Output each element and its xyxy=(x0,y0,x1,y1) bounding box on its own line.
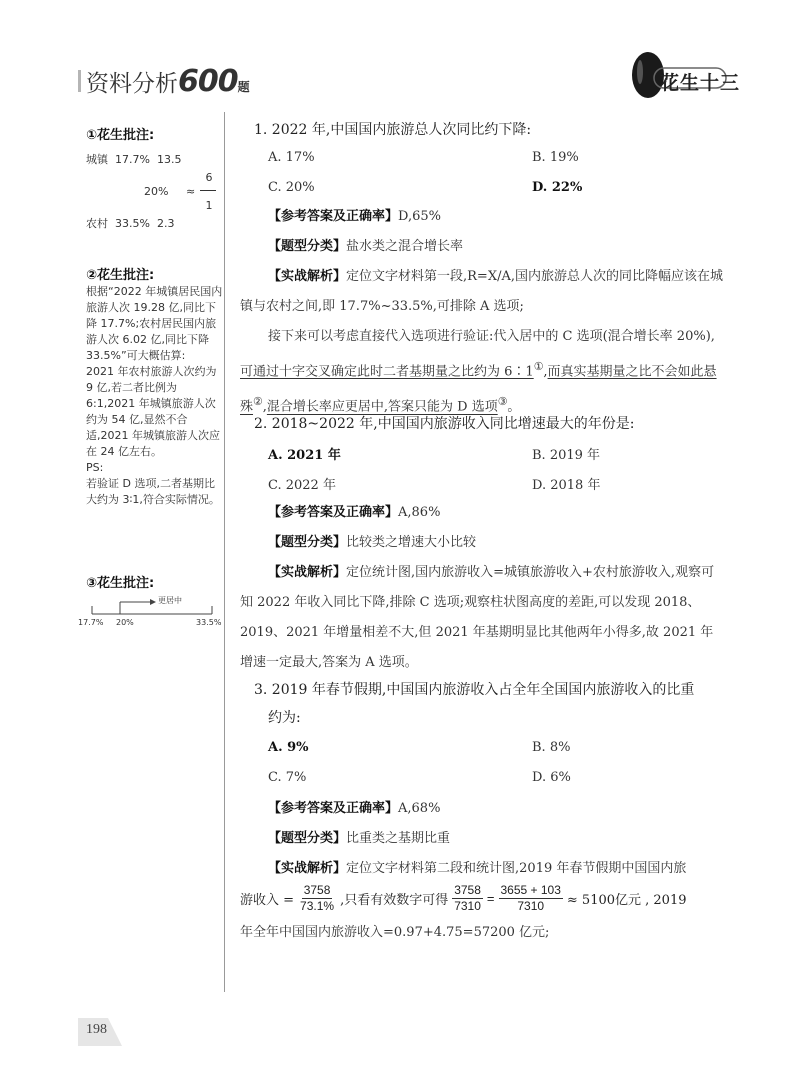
q3-option-d: D. 6% xyxy=(532,770,571,785)
q3-type: 【题型分类】比重类之基期比重 xyxy=(268,831,451,846)
q1-option-a: A. 17% xyxy=(268,150,315,165)
q2-type: 【题型分类】比较类之增速大小比较 xyxy=(268,535,477,550)
note3-tick-low: 17.7% xyxy=(78,618,104,627)
q3-option-b: B. 8% xyxy=(532,740,571,755)
fraction-1: $\frac{3758}{73.1\%}$ xyxy=(300,882,335,913)
q1-option-c: C. 20% xyxy=(268,180,315,195)
q2-option-c: C. 2022 年 xyxy=(268,478,336,493)
q1-option-b: B. 19% xyxy=(532,150,579,165)
note1-approx: ≈ xyxy=(186,185,196,198)
q3-option-c: C. 7% xyxy=(268,770,307,785)
fraction-3: $\frac{3655 + 103}{7310}$ xyxy=(500,882,561,913)
note3-arrow-label: 更居中 xyxy=(158,596,182,605)
book-title: 资料分析600题 xyxy=(86,64,250,99)
note1-row-urban: 城镇 17.7% 13.5 xyxy=(86,153,182,166)
q3-analysis-p1: 【实战解析】定位文字材料第二段和统计图,2019 年春节假期中国国内旅 xyxy=(268,861,687,876)
note1-row-rural: 农村 33.5% 2.3 xyxy=(86,217,175,230)
q2-stem: 2. 2018~2022 年,中国国内旅游收入同比增速最大的年份是: xyxy=(254,416,635,432)
q3-analysis-formula: 游收入 = $\frac{3758}{73.1\%}$ ,只看有效数字可得 $\frac{3758}{7310}$ = $\frac{3655 + 103}{7310}$ ≈ 5100亿元 , 2019 xyxy=(240,882,687,913)
q3-stem-line1: 3. 2019 年春节假期,中国国内旅游收入占全年全国国内旅游收入的比重 xyxy=(254,682,695,698)
q2-analysis: 【实战解析】定位统计图,国内旅游收入=城镇旅游收入+农村旅游收入,观察可知 2022 年收入同比下降,排除 C 选项;观察柱状图高度的差距,可以发现 2018、2019、2021 年增量相差不大,但 2021 年基期明显比其他两年小得多,故 2021 年增速一定最大,答案为 A 选项。 xyxy=(240,565,715,670)
header-accent-bar xyxy=(78,70,81,92)
note1-frac-bar xyxy=(200,190,216,191)
q2-answer: 【参考答案及正确率】A,86% xyxy=(268,505,441,520)
note1-frac-num: 6 xyxy=(205,171,213,184)
q3-stem-line2: 约为: xyxy=(268,710,301,726)
note1-frac-den: 1 xyxy=(205,199,213,212)
q1-analysis-p2: 接下来可以考虑直接代入选项进行验证:代入居中的 C 选项(混合增长率 20%),可通过十字交叉确定此时二者基期量之比约为 6∶1①,而真实基期量之比不会如此悬殊②,混合增长率应更居中,答案只能为 D 选项③。 xyxy=(240,329,717,415)
note2-heading: ②花生批注: xyxy=(86,268,155,283)
note3-heading: ③花生批注: xyxy=(86,576,155,591)
q3-option-a-correct: A. 9% xyxy=(268,740,309,755)
q2-option-b: B. 2019 年 xyxy=(532,448,601,463)
q1-stem: 1. 2022 年,中国国内旅游总人次同比约下降: xyxy=(254,122,532,138)
q1-analysis-p1: 【实战解析】定位文字材料第一段,R=X/A,国内旅游总人次的同比降幅应该在城镇与农村之间,即 17.7%~33.5%,可排除 A 选项; xyxy=(240,269,723,314)
page-number: 198 xyxy=(86,1022,107,1037)
q1-answer: 【参考答案及正确率】D,65% xyxy=(268,209,442,224)
fraction-2: $\frac{3758}{7310}$ xyxy=(454,882,481,913)
column-divider xyxy=(224,112,225,992)
note3-tick-high: 33.5% xyxy=(196,618,222,627)
note1-heading: ①花生批注: xyxy=(86,128,155,143)
q2-option-d: D. 2018 年 xyxy=(532,478,601,493)
q3-analysis-p3: 年全年中国国内旅游收入=0.97+4.75=57200 亿元; xyxy=(240,925,550,940)
note3-tick-mid: 20% xyxy=(116,618,134,627)
brand-name: 花生十三 xyxy=(660,72,741,94)
q1-type: 【题型分类】盐水类之混合增长率 xyxy=(268,239,464,254)
q1-option-d-correct: D. 22% xyxy=(532,180,583,195)
note3-number-line xyxy=(80,594,220,620)
note2-body: 根据“2022 年城镇居民国内旅游人次 19.28 亿,同比下降 17.7%;农村居民国内旅游人次 6.02 亿,同比下降 33.5%”可大概估算: 2021 年农村旅游人次约为 9 亿,若二者比例为 6:1,2021 年城镇旅游人次约为 54 亿,显然不合适,2021 年城镇旅游人次应在 24 亿左右。 PS: 若验证 D 选项,二者基期比大约为 3∶1,符合实际情况。 xyxy=(86,285,223,506)
q3-answer: 【参考答案及正确率】A,68% xyxy=(268,801,441,816)
note1-row-mix: 20% xyxy=(144,185,169,198)
q2-option-a-correct: A. 2021 年 xyxy=(268,448,341,463)
